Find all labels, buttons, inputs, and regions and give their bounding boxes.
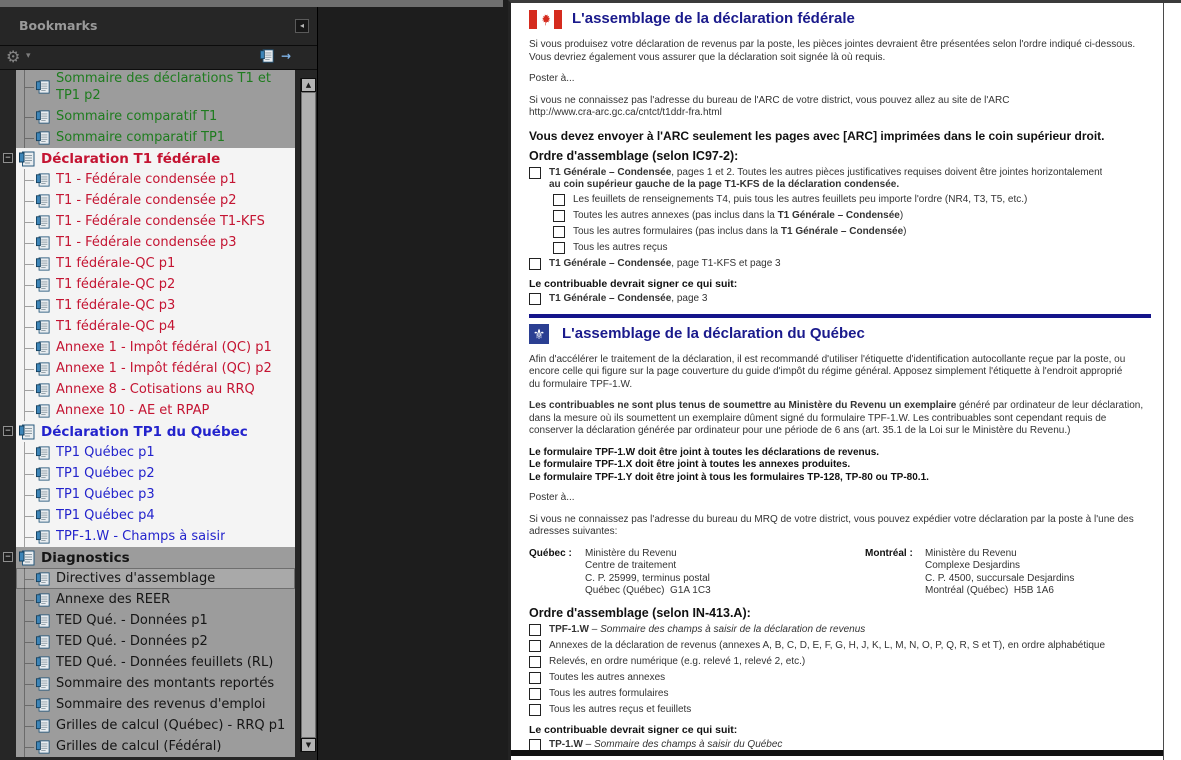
bookmark-item[interactable] [2,232,295,253]
bookmark-page-icon [36,403,50,419]
checkbox [529,624,541,636]
bookmark-label: T1 fédérale-QC p2 [56,277,176,292]
bookmark-item[interactable] [2,274,295,295]
bookmark-item[interactable] [2,337,295,358]
bookmark-row-body [16,505,295,526]
bookmark-label: T1 - Fédérale condensée p2 [56,193,237,208]
federal-poster-label: Poster à... [529,73,575,84]
bookmark-item[interactable] [2,442,295,463]
federal-intro-paragraph: Si vous produisez votre déclaration de revenus par la poste, les pièces jointes devraient être présentées selon l'ordre indiqué ci-dessous. Vous devriez également vous assurer que la déclaration soit signée là où requis. [529,39,1136,63]
bookmark-label: Grilles de calcul (Fédéral) [56,739,222,754]
bookmark-page-icon [36,655,50,671]
bookmark-page-icon [36,529,50,545]
tree-connector [24,736,35,757]
tree-gutter [2,442,16,463]
checkbox [553,226,565,238]
bookmark-item[interactable] [2,190,295,211]
flag-white-band [537,10,554,29]
bookmark-page-icon [36,109,50,125]
bookmark-item[interactable] [2,211,295,232]
checkbox-label: Relevés, en ordre numérique (e.g. relevé 1, relevé 2, etc.) [549,655,806,667]
tree-connector [24,652,35,673]
tree-gutter [2,337,16,358]
bookmark-label: T1 fédérale-QC p3 [56,298,176,313]
quebec-section-title: L'assemblage de la déclaration du Québec [562,324,865,342]
bookmark-row-body [16,526,295,547]
federal-subcheck-formulaires [553,226,1151,240]
address-montreal-lines: Ministère du Revenu Complexe Desjardins C. P. 4500, succursale Desjardins Montréal (Québec) H5B 1A6 [925,547,1075,596]
quebec-check-releves [529,656,1151,670]
tree-gutter [2,316,16,337]
federal-subcheck-annexes [553,210,1151,224]
federal-check-t1-condensee [529,167,1151,192]
bookmark-item[interactable] [2,421,295,442]
bookmark-page-icon [36,487,50,503]
bookmark-page-icon [36,445,50,461]
quebec-check-recus-feuillets [529,704,1151,718]
bookmark-row-body [16,652,295,673]
bookmark-row-body [16,211,295,232]
checkbox [553,210,565,222]
tree-connector [24,127,35,148]
bookmark-row-body [16,463,295,484]
quebec-check-annexes [529,640,1151,654]
section-divider-rule [529,314,1151,318]
bookmark-label: Annexe 1 - Impôt fédéral (QC) p2 [56,361,272,376]
bookmark-label: Déclaration TP1 du Québec [41,423,248,440]
bookmarks-panel [0,7,318,760]
bookmark-page-icon [36,697,50,713]
checkbox-label: Tous les autres reçus et feuillets [549,703,692,715]
checkbox-label: Annexes de la déclaration de revenus (annexes A, B, C, D, E, F, G, H, J, K, L, M, N, O, P, Q, R, S et T), en ordre alphabétique [549,639,1106,651]
checkbox-label: Tous les autres formulaires [549,687,669,699]
collapse-minus-icon[interactable]: − [3,153,13,163]
bookmark-row-body [16,274,295,295]
tree-connector [24,631,35,652]
bookmark-row-body [16,673,295,694]
bookmark-item[interactable] [2,736,295,757]
bookmark-page-icon [36,79,50,95]
address-quebec-lines: Ministère du Revenu Centre de traitement C. P. 25999, terminus postal Québec (Québec) G1A 1C3 [585,547,711,596]
bookmark-label: TP1 Québec p3 [56,487,155,502]
quebec-order-header: Ordre d'assemblage (selon IN-413.A): [529,605,751,620]
tree-gutter [2,631,16,652]
tree-connector [24,505,35,526]
bookmark-page-icon [36,592,50,608]
quebec-check-tpf1w [529,624,1151,638]
quebec-poster-label: Poster à... [529,492,575,503]
federal-arc-notice: Vous devez envoyer à l'ARC seulement les pages avec [ARC] imprimées dans le coin supérieur droit. [529,128,1105,143]
quebec-etiquette-paragraph: Afin d'accélérer le traitement de la déclaration, il est recommandé d'utiliser l'étiquette d'identification autocollante reçue par la poste, ou encore celle qui figure sur la page couverture du guide d'impôt du régime général. Apposez simplement l'étiquette à l'endroit approprié du formulaire TPF-1.W. [529,353,1126,390]
tree-gutter [2,568,16,589]
scrollbar-thumb[interactable] [301,92,316,738]
bookmark-row-body [16,70,295,106]
tree-gutter [2,526,16,547]
bookmark-page-icon [36,718,50,734]
bookmark-label: TP1 Québec p2 [56,466,155,481]
checkbox [529,167,541,179]
checkbox [529,688,541,700]
bookmark-page-icon [36,676,50,692]
tree-gutter [2,274,16,295]
document-page [508,0,1181,760]
tree-connector [24,232,35,253]
bookmark-page-icon [36,130,50,146]
quebec-form-rules: Le formulaire TPF-1.W doit être joint à toutes les déclarations de revenus. Le formulaire TPF-1.X doit être joint à toutes les annexes produites. Le formulaire TPF-1.Y doit être joint à tous les formulaires TP-128, TP-80 ou TP-80.1. [529,446,929,483]
bookmark-page-icon [36,508,50,524]
bookmarks-toolbar [0,46,317,70]
bookmark-row-body [16,358,295,379]
bookmark-label: T1 fédérale-QC p1 [56,256,176,271]
bookmark-row-body [16,631,295,652]
bookmark-label: TED Qué. - Données p1 [56,613,208,628]
tree-gutter [2,106,16,127]
bookmark-label: Grilles de calcul (Québec) - RRQ p1 [56,718,286,733]
canada-flag-icon [529,10,562,29]
bookmark-item[interactable] [2,379,295,400]
bookmark-row-body [16,127,295,148]
bookmark-row-body [16,421,295,442]
bookmark-label: Déclaration T1 fédérale [41,150,221,167]
bookmark-item[interactable] [2,70,295,106]
tree-gutter [2,673,16,694]
tree-connector [24,568,35,589]
fleur-de-lis-icon: ⚜ [532,325,546,342]
bookmark-label: TED Qué. - Données p2 [56,634,208,649]
federal-subcheck-feuillets [553,194,1151,208]
tree-gutter [2,190,16,211]
federal-check-sign [529,293,1151,307]
gear-icon: ⚙ [6,47,21,66]
bookmark-row-body [16,442,295,463]
bookmark-item[interactable] [2,400,295,421]
page-bottom-edge [511,750,1164,756]
quebec-check-autres-formulaires [529,688,1151,702]
bookmark-row-body [16,190,295,211]
tree-connector [24,358,35,379]
bookmark-item[interactable] [2,169,295,190]
bookmark-item[interactable] [2,484,295,505]
tree-gutter [2,610,16,631]
checkbox-label: Tous les autres formulaires (pas inclus dans la T1 Générale – Condensée) [573,225,907,237]
bookmark-page-icon [36,172,50,188]
federal-subcheck-recus [553,242,1151,256]
checkbox [529,656,541,668]
bookmark-item[interactable] [2,631,295,652]
tree-connector [24,316,35,337]
bookmark-label: T1 - Fédérale condensée p1 [56,172,237,187]
bookmark-item[interactable] [2,568,295,589]
bookmark-page-icon [19,150,35,168]
checkbox-label: Toutes les autres annexes (pas inclus dans la T1 Générale – Condensée) [573,209,904,221]
bookmark-item[interactable] [2,358,295,379]
checkbox-label: TPF-1.W – Sommaire des champs à saisir de la déclaration de revenus [549,623,866,635]
bookmark-page-icon [36,382,50,398]
bookmark-label: T1 - Fédérale condensée p3 [56,235,237,250]
bookmark-row-body [16,715,295,736]
tree-connector [24,610,35,631]
quebec-mrq-paragraph: Si vous ne connaissez pas l'adresse du bureau du MRQ de votre district, vous pouvez expédier votre déclaration par la poste à l'une des adresses suivantes: [529,513,1134,537]
tree-gutter [2,400,16,421]
checkbox [529,704,541,716]
federal-section-header [529,9,1151,29]
bookmark-label: TP1 Québec p1 [56,445,155,460]
bookmark-item[interactable] [2,526,295,547]
bookmark-page-icon [36,634,50,650]
federal-section-title: L'assemblage de la déclaration fédérale [572,10,855,27]
bookmark-row-body [16,295,295,316]
bookmark-page-icon [19,549,35,567]
page-right-edge [1163,3,1164,760]
tree-connector [24,379,35,400]
bookmark-page-icon [36,340,50,356]
bookmarks-tree [2,70,295,760]
bookmark-page-icon [36,613,50,629]
bookmark-row-body [16,169,295,190]
collapse-minus-icon[interactable]: − [3,426,13,436]
bookmark-label: T1 - Fédérale condensée T1-KFS [56,214,265,229]
bookmark-row-body [16,379,295,400]
flag-red-band [529,10,537,29]
bookmark-item[interactable] [2,127,295,148]
tree-connector [24,190,35,211]
bookmark-page-icon [36,277,50,293]
tree-connector [24,463,35,484]
tree-connector [24,253,35,274]
tree-connector [24,484,35,505]
tree-connector [24,211,35,232]
bookmark-page-icon [36,571,50,587]
checkbox [553,194,565,206]
tree-connector [24,169,35,190]
tree-gutter [2,127,16,148]
tree-connector [24,673,35,694]
bookmark-item[interactable] [2,148,295,169]
tree-connector [24,400,35,421]
expand-arrow-icon: → [280,49,291,63]
options-gear-button[interactable] [6,47,20,67]
tree-gutter [2,694,16,715]
checkbox [529,640,541,652]
bookmark-label: Sommaire comparatif T1 [56,109,218,124]
checkbox-label: Toutes les autres annexes [549,671,666,683]
bookmark-page-icon [36,361,50,377]
tree-gutter [2,589,16,610]
address-montreal [865,548,1074,598]
bookmark-item[interactable] [2,316,295,337]
bookmark-label: Directives d'assemblage [56,571,216,586]
bookmark-page-icon [36,235,50,251]
bookmark-label: Annexe des REÉR [56,592,171,607]
bookmark-label: TP1 Québec p4 [56,508,155,523]
tree-gutter [2,169,16,190]
address-montreal-label: Montréal : [865,547,913,559]
tree-gutter [2,463,16,484]
tree-gutter [2,148,16,169]
bookmark-row-body [16,736,295,757]
bookmark-page-icon [36,466,50,482]
bookmark-item[interactable] [2,463,295,484]
bookmark-item[interactable] [2,253,295,274]
tree-connector [24,526,35,547]
tree-gutter [2,715,16,736]
bookmark-label: Sommaire des montants reportés [56,676,275,691]
tree-gutter [2,484,16,505]
federal-arc-address-paragraph: Si vous ne connaissez pas l'adresse du bureau de l'ARC de votre district, vous pouvez allez au site de l'ARC http://www.cra-arc.gc.ca/cntct/t1ddr-fra.html [529,94,1010,118]
address-quebec-label: Québec : [529,547,572,559]
bookmark-row-body [16,232,295,253]
bookmark-page-icon [36,739,50,755]
tree-connector [24,337,35,358]
bookmark-page-icon [19,423,35,441]
bookmark-row-body [16,106,295,127]
bookmark-item[interactable] [2,694,295,715]
checkbox-label: T1 Générale – Condensée, pages 1 et 2. Toutes les autres pièces justificatives requises doivent être jointes horizontalement au coin supérieur gauche de la page T1-KFS de la déclaration condensée. [549,166,1103,190]
tree-gutter [2,70,16,106]
bookmark-row-body [16,610,295,631]
quebec-check-autres-annexes [529,672,1151,686]
document-content [529,9,1151,753]
bookmark-item[interactable] [2,673,295,694]
bookmark-row-body [16,253,295,274]
window-top-strip [0,0,503,7]
scroll-down-button[interactable] [301,738,316,752]
bookmark-label: Diagnostics [41,549,130,566]
federal-check-t1-kfs [529,258,1151,272]
bookmark-item[interactable] [2,715,295,736]
tree-gutter [2,652,16,673]
bookmark-page-icon [260,48,274,64]
panel-collapse-button[interactable] [295,19,309,33]
checkbox-label: T1 Générale – Condensée, page T1-KFS et page 3 [549,257,781,269]
bookmark-label: Annexe 8 - Cotisations au RRQ [56,382,255,397]
bookmarks-panel-header [0,7,317,46]
checkbox [529,672,541,684]
bookmark-row-body [16,547,295,568]
bookmark-row-body [16,589,295,610]
tree-gutter [2,547,16,568]
bookmark-row-body [16,484,295,505]
gear-dropdown-caret-icon: ▾ [26,51,31,61]
expand-current-bookmark-button[interactable] [260,48,291,64]
bookmark-row-body [16,400,295,421]
tree-gutter [2,736,16,757]
bookmark-row-body [16,337,295,358]
quebec-section-header [529,324,1151,344]
address-quebec [529,548,865,598]
tree-gutter [2,421,16,442]
checkbox [529,739,541,751]
bookmark-item[interactable] [2,505,295,526]
tree-connector [24,589,35,610]
collapse-left-icon: ◂ [299,21,304,30]
bookmark-row-body [16,316,295,337]
checkbox-label: Tous les autres reçus [573,241,668,253]
bookmark-item[interactable] [2,295,295,316]
tree-gutter [2,505,16,526]
bookmarks-panel-title: Bookmarks [19,18,98,33]
tree-connector [24,442,35,463]
bookmark-label: Annexe 1 - Impôt fédéral (QC) p1 [56,340,272,355]
bookmark-label: Sommaire comparatif TP1 [56,130,226,145]
bookmark-label: Annexe 10 - AE et RPAP [56,403,210,418]
bookmark-page-icon [36,193,50,209]
quebec-sign-header: Le contribuable devrait signer ce qui suit: [529,723,738,736]
tree-gutter [2,211,16,232]
bookmark-row-body [16,694,295,715]
tree-connector [24,70,35,106]
tree-connector [24,715,35,736]
bookmark-item[interactable] [2,547,295,568]
bookmark-row-body [16,148,295,169]
tree-gutter [2,253,16,274]
bookmark-label: Sommaire des revenus d'emploi [56,697,266,712]
federal-sign-header: Le contribuable devrait signer ce qui suit: [529,277,738,290]
maple-leaf-icon [539,13,552,26]
scroll-up-icon: ▲ [305,81,312,89]
tree-gutter [2,379,16,400]
bookmark-item[interactable] [2,652,295,673]
scroll-up-button[interactable] [301,78,316,92]
bookmark-page-icon [36,256,50,272]
checkbox-label: T1 Générale – Condensée, page 3 [549,292,708,304]
quebec-flag-icon [529,324,549,344]
bookmark-item[interactable] [2,106,295,127]
quebec-contribuables-paragraph: Les contribuables ne sont plus tenus de soumettre au Ministère du Revenu un exemplaire généré par ordinateur de leur déclaration, dans la mesure où ils soumettent un exemplaire dûment signé du formulaire TPF-1.W. Les contribuables sont cependant requis de conserver la déclaration générée par ordinateur pour une période de 6 ans (art. 35.1 de la Loi sur le Ministère du Revenu.) [529,400,1144,436]
tree-gutter [2,358,16,379]
flag-red-band [554,10,562,29]
bookmark-page-icon [36,214,50,230]
collapse-minus-icon[interactable]: − [3,552,13,562]
federal-order-header: Ordre d'assemblage (selon IC97-2): [529,148,739,163]
scroll-down-icon: ▼ [305,741,312,749]
bookmarks-scrollbar[interactable] [300,78,316,752]
mailing-addresses [529,548,1151,598]
bookmark-label: Sommaire des déclarations T1 et TP1 p2 [56,70,271,103]
tree-connector [24,106,35,127]
checkbox [529,258,541,270]
bookmark-label: TED Qué. - Données feuillets (RL) [56,655,274,670]
checkbox-label: Les feuillets de renseignements T4, puis tous les autres feuillets peu importe l'ordre (NR4, T3, T5, etc.) [573,193,1028,205]
tree-gutter [2,232,16,253]
bookmark-label: TPF-1.W - Champs à saisir [56,529,226,544]
bookmark-page-icon [36,298,50,314]
tree-connector [24,694,35,715]
bookmark-page-icon [36,319,50,335]
checkbox-label: TP-1.W – Sommaire des champs à saisir du Québec [549,738,783,750]
checkbox [553,242,565,254]
bookmark-item[interactable] [2,589,295,610]
bookmark-item[interactable] [2,610,295,631]
tree-connector [24,295,35,316]
tree-connector [24,274,35,295]
bookmark-row-body [16,568,295,589]
bookmark-label: T1 fédérale-QC p4 [56,319,176,334]
tree-gutter [2,295,16,316]
checkbox [529,293,541,305]
